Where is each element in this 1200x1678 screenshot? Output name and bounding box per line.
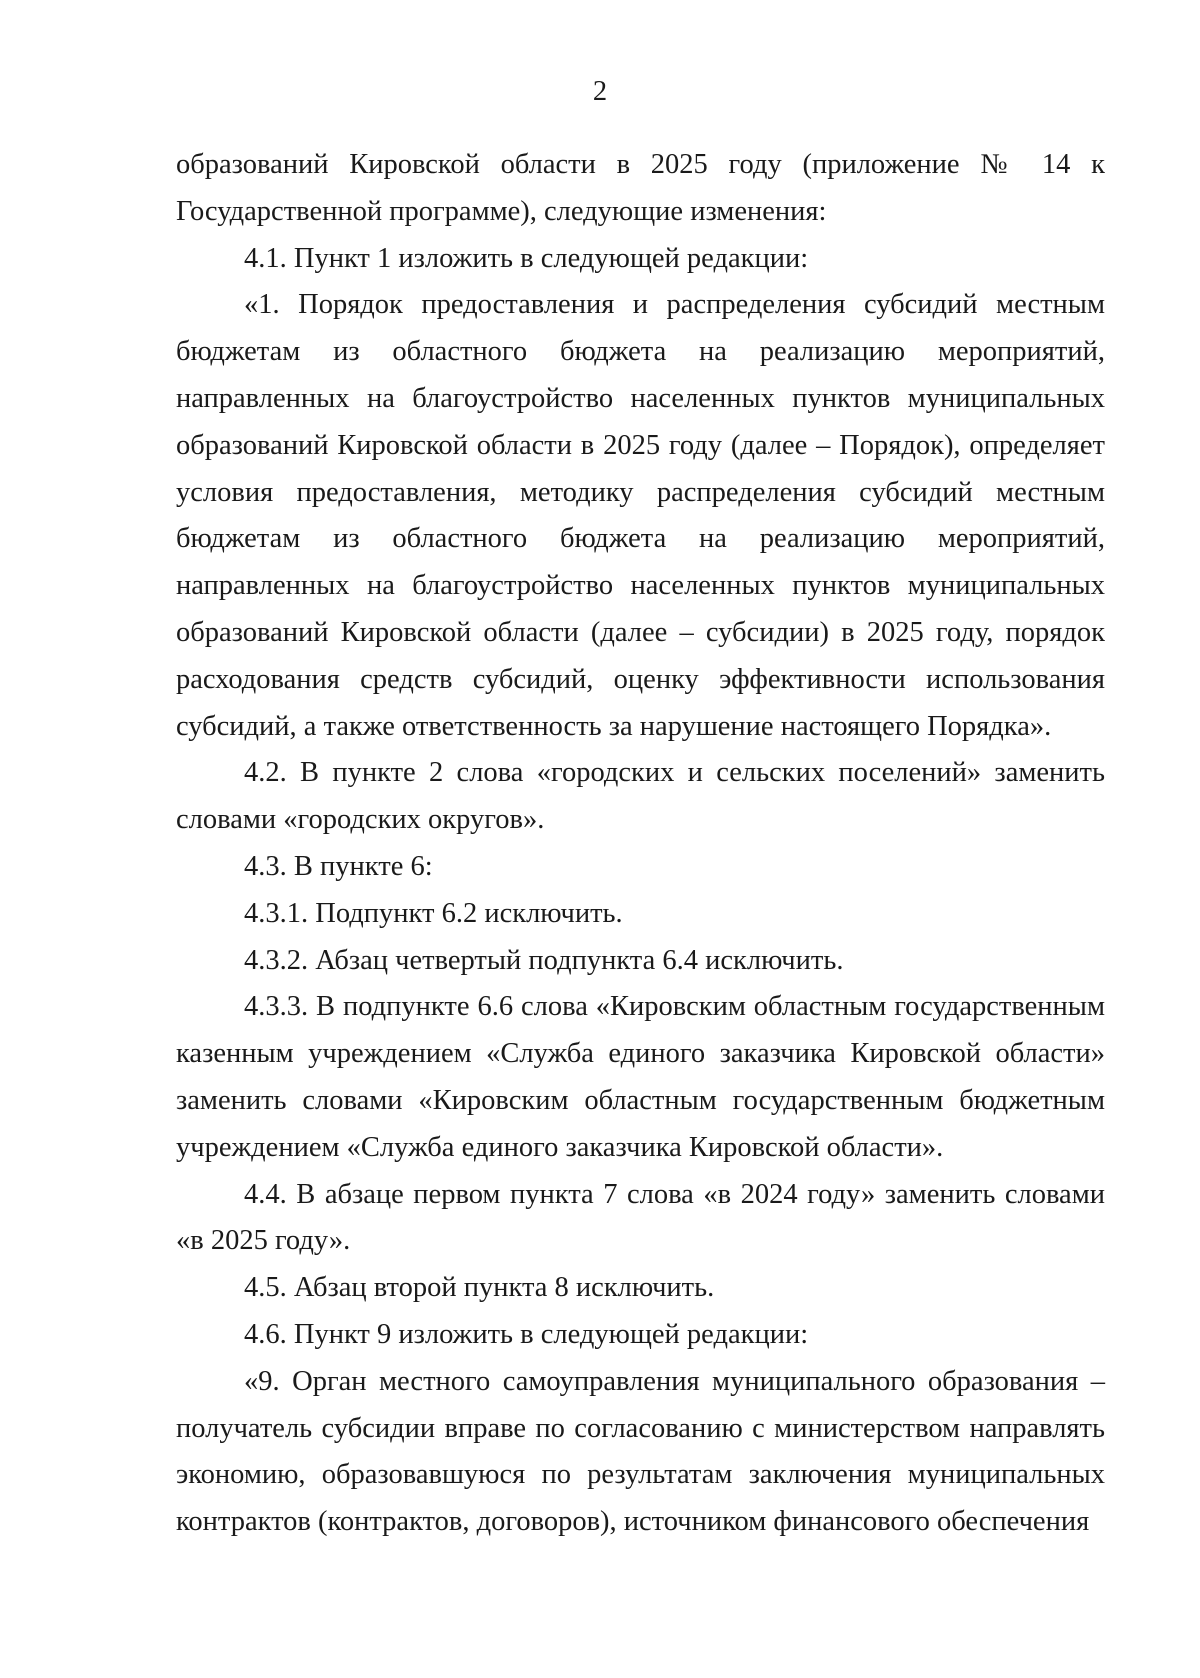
paragraph-4-6: 4.6. Пункт 9 изложить в следующей редакции:: [244, 1318, 809, 1350]
paragraph-4-3: 4.3. В пункте 6:: [244, 850, 433, 882]
document-body: [176, 142, 1105, 1546]
paragraph-4-3-1: 4.3.1. Подпункт 6.2 исключить.: [244, 897, 623, 929]
paragraph-4-3-3: 4.3.3. В подпункте 6.6 слова «Кировским областным государственным казенным учреждением «Служба единого заказчика Кировской области» заменить словами «Кировским областным государственным бюджетным учреждением «Служба единого заказчика Кировской области».: [176, 991, 1105, 1163]
page-number: 2: [592, 76, 608, 107]
paragraph-4-2: 4.2. В пункте 2 слова «городских и сельских поселений» заменить словами «городских округов».: [176, 757, 1105, 836]
paragraph-quoted-item-9: «9. Орган местного самоуправления муниципального образования – получатель субсидии вправе по согласованию с министерством направлять экономию, образовавшуюся по результатам заключения муниципальных контрактов (контрактов, договоров), источником финансового обеспечения: [176, 1365, 1105, 1538]
paragraph-4-1: 4.1. Пункт 1 изложить в следующей редакции:: [244, 242, 809, 274]
paragraph-4-4: 4.4. В абзаце первом пункта 7 слова «в 2024 году» заменить словами «в 2025 году».: [176, 1178, 1105, 1257]
paragraph-4-3-2: 4.3.2. Абзац четвертый подпункта 6.4 исключить.: [244, 944, 844, 976]
paragraph-4-5: 4.5. Абзац второй пункта 8 исключить.: [244, 1272, 715, 1304]
paragraph-quoted-item-1: «1. Порядок предоставления и распределения субсидий местным бюджетам из областного бюджета на реализацию мероприятий, направленных на благоустройство населенных пунктов муниципальных образований Кировской области в 2025 году (далее – Порядок), определяет условия предоставления, методику распределения субсидий местным бюджетам из областного бюджета на реализацию мероприятий, направленных на благоустройство населенных пунктов муниципальных образований Кировской области (далее – субсидии) в 2025 году, порядок расходования средств субсидий, оценку эффективности использования субсидий, а также ответственность за нарушение настоящего Порядка».: [176, 289, 1105, 742]
paragraph-continuation: образований Кировской области в 2025 году (приложение № 14 к Государственной программе), следующие изменения:: [176, 149, 1105, 227]
